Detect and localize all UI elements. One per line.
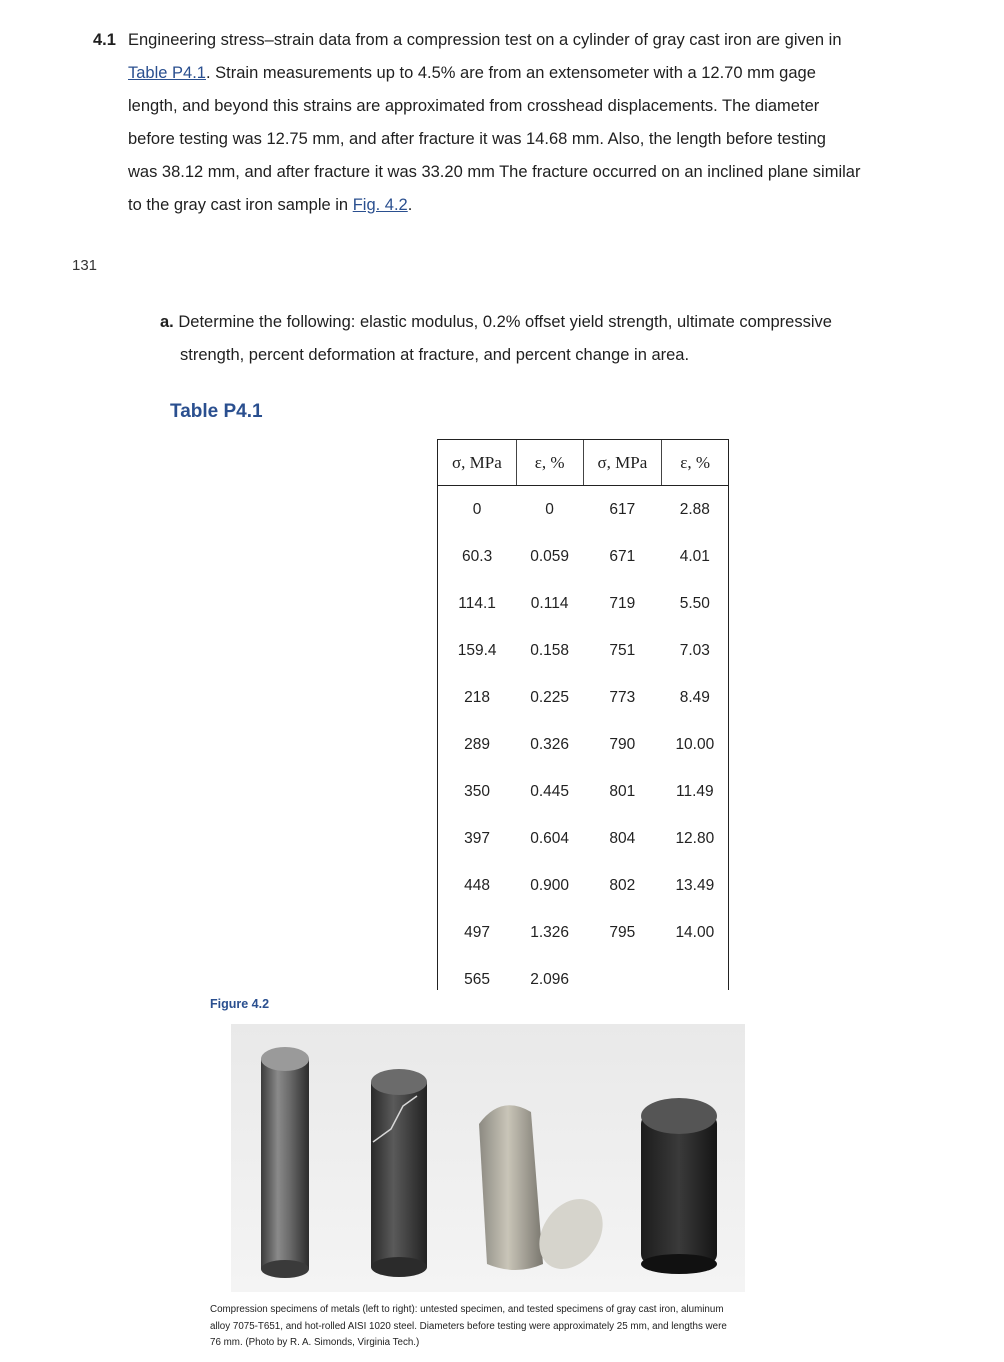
table-cell: 10.00 [675,735,715,753]
table-cell: 0 [545,500,554,518]
table-cell: 773 [609,688,636,706]
table-cell: 617 [609,500,636,518]
caption-line-1: Compression specimens of metals (left to right): untested specimen, and tested specimens of gray cast iron, aluminum [210,1304,724,1315]
table-header-row [438,440,728,486]
gray-cast-iron-specimen [371,1069,427,1277]
problem-line-4: before testing was 12.75 mm, and after fracture it was 14.68 mm. Also, the length before testing [128,130,826,148]
table-cell: 7.03 [679,641,710,659]
caption-line-3: 76 mm. (Photo by R. A. Simonds, Virginia Tech.) [210,1337,420,1348]
header-strain-2: ε, % [662,440,728,486]
table-cell: 804 [609,829,636,847]
table-cell: 218 [464,688,491,706]
table-body [438,486,728,991]
table-cell: 114.1 [458,594,496,612]
table-cell: 5.50 [679,594,710,612]
compression-specimens-photo [231,1024,745,1292]
table-cell: 14.00 [675,923,715,941]
table-cell: 0.900 [530,876,570,894]
table-cell: 8.49 [679,688,710,706]
table-row [438,674,728,721]
problem-line-6-text: to the gray cast iron sample in [128,196,353,214]
table-cell: 802 [609,876,636,894]
table-cell: 60.3 [462,547,493,565]
table-cell: 671 [609,547,636,565]
table-cell: 13.49 [675,876,715,894]
table-cell: 397 [464,829,491,847]
figure-caption [210,1302,780,1352]
part-a-line-2: strength, percent deformation at fracture, and percent change in area. [180,346,690,364]
problem-line-5: was 38.12 mm, and after fracture it was 33.20 mm The fracture occurred on an inclined plane similar [128,163,861,181]
table-cell: 751 [609,641,636,659]
untested-specimen [261,1047,309,1278]
table-cell: 11.49 [676,782,714,800]
table-cell: 159.4 [457,641,497,659]
table-cell: 0.604 [530,829,570,847]
table-cell: 497 [464,923,491,941]
table-row [438,533,728,580]
table-row [438,956,728,990]
table-cell [583,956,662,990]
table-cell: 0.114 [530,594,569,612]
table-cell: 0.326 [530,735,570,753]
table-row [438,580,728,627]
table-cell: 0 [472,500,482,518]
problem-statement [93,24,893,222]
stress-strain-table [438,440,728,990]
table-row [438,909,728,956]
data-table-container [437,439,729,990]
problem-line-2-text: . Strain measurements up to 4.5% are from an extensometer with a 12.70 mm gage [205,64,816,82]
header-stress-2: σ, MPa [583,440,662,486]
caption-line-2: alloy 7075-T651, and hot-rolled AISI 1020 steel. Diameters before testing were approximately 25 mm, and lengths were [210,1320,727,1332]
figure-label: Figure 4.2 [210,997,270,1011]
table-p41-link[interactable]: Table P4.1 [128,64,206,82]
table-cell: 1.326 [530,923,570,941]
problem-line-6 [93,189,893,222]
table-cell: 2.88 [679,500,710,518]
table-title: Table P4.1 [170,401,263,422]
table-cell: 0.059 [530,547,570,565]
table-cell: 790 [609,735,636,753]
problem-number: 4.1 [93,31,116,49]
table-cell: 565 [464,970,491,988]
part-a-label: a. [160,313,174,331]
table-cell: 2.096 [530,970,570,988]
table-cell: 4.01 [679,547,710,565]
table-row [438,486,728,534]
table-cell: 801 [609,782,636,800]
page-number: 131 [72,257,98,274]
table-row [438,862,728,909]
part-a [160,306,880,372]
table-cell: 12.80 [675,829,715,847]
problem-line-6-end: . [407,196,413,214]
table-row [438,815,728,862]
table-cell: 0.158 [530,641,570,659]
part-a-text: Determine the following: elastic modulus, 0.2% offset yield strength, ultimate compressive [178,313,832,331]
problem-line-2 [93,57,893,90]
table-cell: 448 [464,876,491,894]
table-row [438,768,728,815]
table-cell: 289 [464,735,491,753]
table-cell: 719 [609,594,636,612]
problem-line-3: length, and beyond this strains are approximated from crosshead displacements. The diameter [128,97,820,115]
steel-specimen [641,1098,717,1274]
header-stress-1: σ, MPa [438,440,516,486]
fig-42-link[interactable]: Fig. 4.2 [352,196,408,214]
part-a-line-1 [160,306,880,339]
table-row [438,721,728,768]
header-strain-1: ε, % [516,440,583,486]
problem-line-1: Engineering stress–strain data from a compression test on a cylinder of gray cast iron are given in [128,31,842,49]
table-cell: 0.445 [530,782,570,800]
table-cell [662,956,728,990]
table-cell: 350 [464,782,491,800]
table-cell: 0.225 [530,688,570,706]
table-cell: 795 [609,923,636,941]
table-row [438,627,728,674]
